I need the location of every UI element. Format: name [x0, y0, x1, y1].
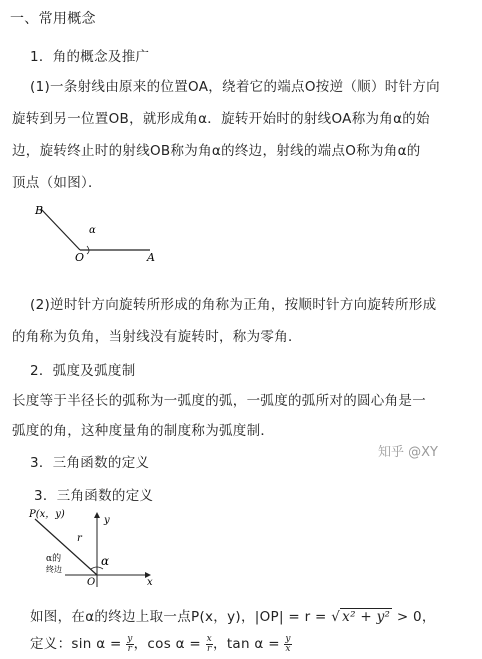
sqrt-expression: √ x² + y² — [331, 609, 391, 625]
paragraph-2-line-2: 的角称为负角，当射线没有旋转时，称为零角． — [12, 329, 302, 345]
cos-numerator: x — [206, 633, 213, 644]
ray-ob — [41, 209, 80, 250]
sin-numerator: y — [127, 633, 133, 644]
label-alpha: α — [89, 225, 96, 236]
label-terminal-2: 终边 — [46, 565, 62, 574]
formula-1-suffix: > 0， — [392, 609, 436, 625]
cos-denominator: r — [207, 643, 212, 654]
formula-line-2 — [30, 632, 292, 654]
section-1-title: 1．角的概念及推广 — [30, 49, 150, 65]
paragraph-1-line-4: 顶点（如图）． — [12, 175, 102, 191]
paragraph-3-line-2: 弧度的角，这种度量角的制度称为弧度制． — [12, 423, 275, 439]
label-o-2: O — [87, 577, 96, 588]
paragraph-1-line-3: 边，旋转终止时的射线OB称为角α的终边，射线的端点O称为角α的 — [12, 143, 421, 159]
sin-fraction — [126, 635, 133, 654]
label-r: r — [77, 533, 82, 544]
angle-figure — [25, 195, 175, 270]
formula-2-prefix: 定义： — [30, 636, 72, 652]
cos-fraction — [206, 635, 213, 654]
section-3-title-a: 3．三角函数的定义 — [30, 455, 150, 471]
label-y: y — [104, 515, 110, 526]
formula-line-1 — [30, 605, 436, 625]
paragraph-3-line-1: 长度等于半径长的弧称为一弧度的弧，一弧度的弧所对的圆心角是一 — [12, 393, 426, 409]
formula-1-prefix: 如图，在α的终边上取一点P(x，y)，|OP| = r = — [30, 609, 332, 625]
section-2-title: 2．弧度及弧度制 — [30, 363, 136, 379]
label-o: O — [75, 251, 85, 264]
label-a: A — [147, 251, 155, 264]
tan-label: ，tan α = — [213, 636, 285, 652]
paragraph-2-line-1: (2)逆时针方向旋转所形成的角称为正角，按顺时针方向旋转所形成 — [30, 297, 437, 313]
tan-denominator: x — [285, 643, 291, 654]
cos-label: ，cos α = — [133, 636, 206, 652]
unit-figure — [25, 503, 185, 593]
paragraph-1-line-2: 旋转到另一位置OB，就形成角α．旋转开始时的射线OA称为角α的始 — [12, 111, 430, 127]
paragraph-1-line-1: (1)一条射线由原来的位置OA，绕着它的端点O按逆（顺）时针方向 — [30, 79, 440, 95]
watermark: 知乎 @XY — [378, 445, 438, 460]
section-3-title-b: 3．三角函数的定义 — [34, 488, 154, 504]
tan-fraction — [284, 635, 291, 654]
tan-numerator: y — [285, 633, 291, 644]
label-terminal-1: α的 — [46, 554, 62, 564]
label-x: x — [147, 577, 153, 588]
label-alpha-2: α — [101, 554, 110, 568]
radicand: x² + y² — [342, 609, 391, 625]
sin-label: sin α = — [71, 636, 127, 652]
label-p: P(x，y) — [29, 509, 65, 520]
terminal-side — [35, 519, 97, 575]
sin-denominator: r — [127, 643, 133, 654]
section-heading: 一、常用概念 — [10, 11, 96, 27]
label-b: B — [35, 204, 44, 217]
